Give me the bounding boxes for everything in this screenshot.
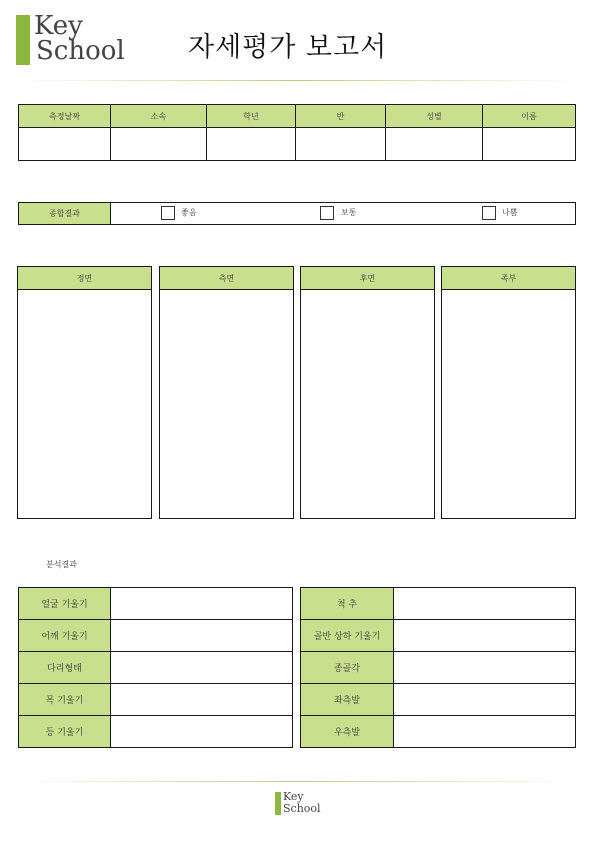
analysis-value-cell[interactable] <box>393 587 576 620</box>
analysis-label-cell <box>300 651 394 684</box>
checkbox-average[interactable] <box>320 206 334 220</box>
info-header-gender <box>385 104 483 128</box>
footer-divider <box>20 781 575 782</box>
analysis-heading: 분석결과 <box>46 560 77 569</box>
analysis-label: 우측발 <box>333 728 361 738</box>
photo-panel-title: 후면 <box>359 273 376 283</box>
photo-panel-header <box>300 266 435 290</box>
footer-logo-text-school: School <box>283 802 321 815</box>
analysis-value-cell[interactable] <box>393 715 576 748</box>
analysis-label-cell <box>18 715 111 748</box>
analysis-label-cell <box>300 587 394 620</box>
analysis-label: 어깨 기울기 <box>41 632 88 642</box>
analysis-label: 좌측발 <box>333 696 361 706</box>
info-header-affiliation <box>110 104 207 128</box>
photo-panel-foot <box>441 266 576 519</box>
summary-label: 종합결과 <box>49 209 80 218</box>
analysis-label-cell <box>300 619 394 652</box>
info-header-label: 소속 <box>150 111 167 121</box>
footer-logo-mark-icon <box>275 792 281 815</box>
analysis-label: 얼굴 기울기 <box>41 600 88 610</box>
analysis-value-cell[interactable] <box>110 715 293 748</box>
analysis-row <box>300 683 576 716</box>
info-header-label: 반 <box>336 111 345 121</box>
analysis-label-cell <box>18 619 111 652</box>
analysis-row <box>18 619 293 652</box>
analysis-label-cell <box>18 651 111 684</box>
info-field-affiliation[interactable] <box>110 127 207 161</box>
analysis-value-cell[interactable] <box>110 587 293 620</box>
analysis-label-cell <box>18 683 111 716</box>
analysis-value-cell[interactable] <box>393 683 576 716</box>
analysis-label: 척 추 <box>336 600 358 610</box>
analysis-label: 종골각 <box>333 664 361 674</box>
checkbox-average-label: 보통 <box>341 208 357 217</box>
photo-panel-title: 정면 <box>76 273 93 283</box>
photo-panel-side <box>159 266 294 519</box>
photo-panel-area[interactable] <box>300 289 435 519</box>
info-field-date[interactable] <box>18 127 111 161</box>
photo-panel-area[interactable] <box>441 289 576 519</box>
analysis-row <box>300 587 576 620</box>
checkbox-bad-label: 나쁨 <box>502 208 518 217</box>
analysis-label: 골반 상하 기울기 <box>313 632 381 642</box>
info-header-label: 이름 <box>521 111 537 121</box>
analysis-table-right <box>300 587 576 749</box>
analysis-row <box>18 587 293 620</box>
photo-panel-header <box>159 266 294 290</box>
info-header-label: 성별 <box>426 111 442 121</box>
analysis-row <box>18 715 293 748</box>
analysis-label: 다리형태 <box>47 664 82 674</box>
photo-panel-header <box>17 266 152 290</box>
info-header-grade <box>206 104 296 128</box>
info-field-gender[interactable] <box>385 127 483 161</box>
analysis-label-cell <box>300 683 394 716</box>
footer-logo-text-key: Key <box>283 790 304 803</box>
logo-text-key: Key <box>34 11 83 41</box>
analysis-value-cell[interactable] <box>393 619 576 652</box>
info-header-class <box>295 104 386 128</box>
footer-logo <box>275 792 325 818</box>
photo-panel-front <box>17 266 152 519</box>
analysis-label-cell <box>18 587 111 620</box>
info-header-name <box>482 104 576 128</box>
header-divider <box>20 80 575 81</box>
analysis-table-left <box>18 587 293 749</box>
page-title: 자세평가 보고서 <box>188 32 388 63</box>
photo-panel-title: 족부 <box>500 273 517 283</box>
analysis-row <box>300 651 576 684</box>
info-header-date <box>18 104 111 128</box>
info-header-label: 측정날짜 <box>49 111 80 121</box>
checkbox-bad[interactable] <box>482 206 496 220</box>
info-header-label: 학년 <box>243 111 259 121</box>
analysis-label: 목 기울기 <box>45 696 84 706</box>
analysis-row <box>300 619 576 652</box>
analysis-label: 등 기울기 <box>45 728 84 738</box>
photo-panel-back <box>300 266 435 519</box>
analysis-value-cell[interactable] <box>393 651 576 684</box>
photo-panel-header <box>441 266 576 290</box>
info-field-name[interactable] <box>482 127 576 161</box>
info-field-class[interactable] <box>295 127 386 161</box>
analysis-value-cell[interactable] <box>110 683 293 716</box>
analysis-label-cell <box>300 715 394 748</box>
summary-label-cell <box>18 202 111 225</box>
analysis-value-cell[interactable] <box>110 619 293 652</box>
analysis-row <box>18 683 293 716</box>
summary-row <box>18 202 576 225</box>
header-logo <box>16 11 126 70</box>
analysis-value-cell[interactable] <box>110 651 293 684</box>
analysis-row <box>18 651 293 684</box>
checkbox-good[interactable] <box>161 206 175 220</box>
checkbox-good-label: 좋음 <box>181 208 197 217</box>
info-field-grade[interactable] <box>206 127 296 161</box>
info-table <box>18 104 576 161</box>
logo-text-school: School <box>36 36 125 66</box>
photo-panel-area[interactable] <box>159 289 294 519</box>
photo-panel-title: 측면 <box>218 273 235 283</box>
photo-panel-area[interactable] <box>17 289 152 519</box>
analysis-row <box>300 715 576 748</box>
